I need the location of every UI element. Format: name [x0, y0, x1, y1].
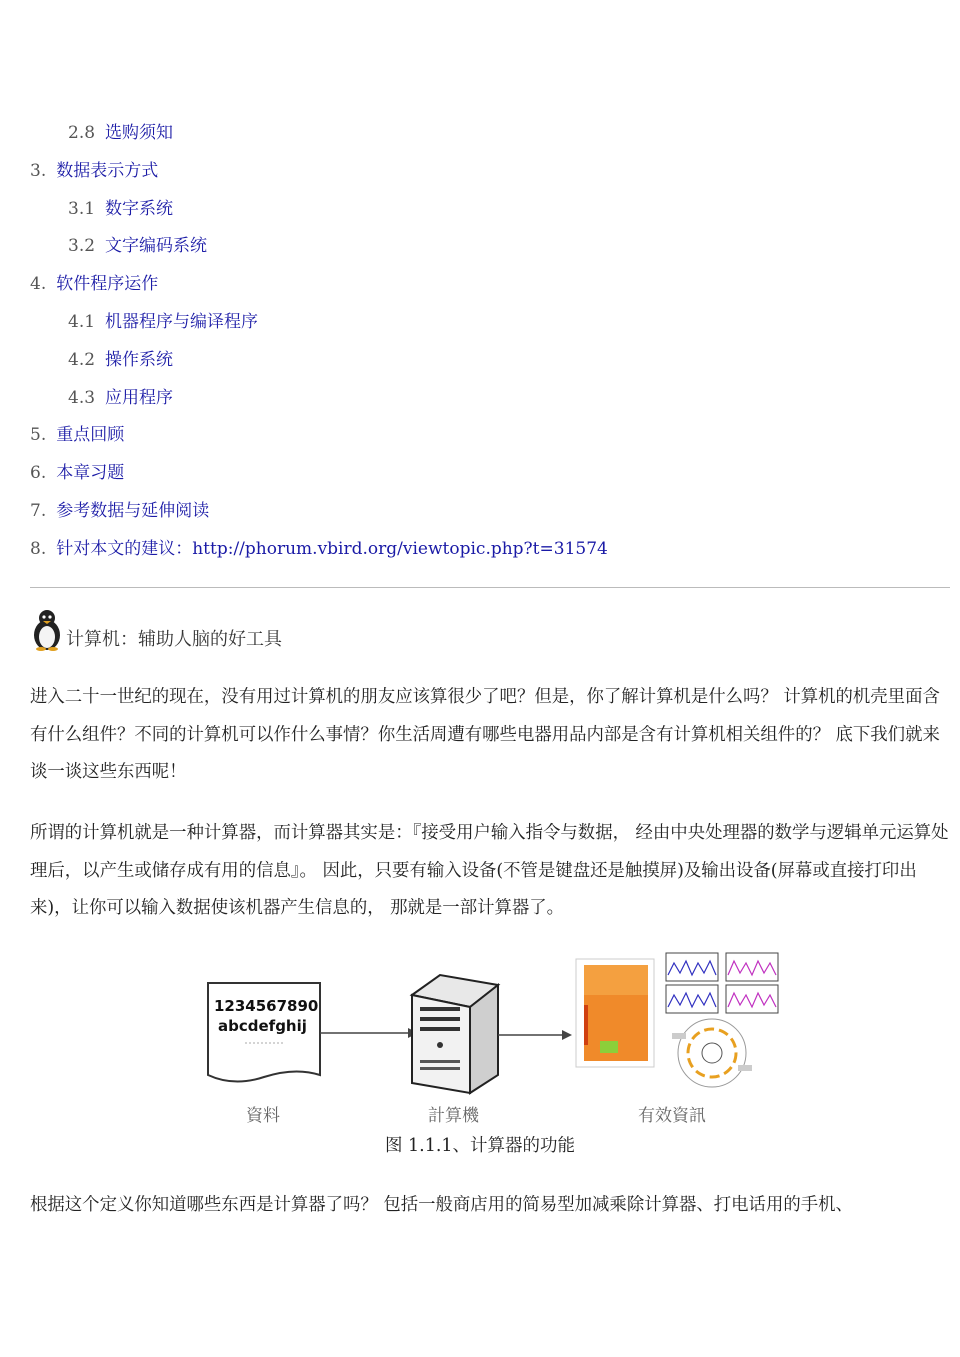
toc-item-number: 3.1	[68, 198, 96, 219]
toc-item-link[interactable]: 本章习题	[56, 463, 125, 484]
paragraph-intro: 进入二十一世纪的现在，没有用过计算机的朋友应该算很少了吧？但是，你了解计算机是什么吗？ 计算机的机壳里面含有什么组件？不同的计算机可以作什么事情？你生活周遭有哪些电器用品内部是含有计算机相关组件的？ 底下我们就来谈一谈这些东西呢！	[30, 687, 940, 782]
toc-item-number: 3.2	[68, 236, 96, 257]
toc-item[interactable]	[30, 531, 930, 569]
toc-item-link[interactable]: 数据表示方式	[56, 160, 159, 181]
toc-item-link[interactable]: 文字编码系统	[105, 236, 208, 257]
document-text-line1: 1234567890	[214, 997, 319, 1015]
toc-item-link[interactable]: 参考数据与延伸阅读	[56, 500, 210, 521]
toc-item[interactable]	[30, 380, 930, 418]
document-text-line2: abcdefghij	[218, 1017, 307, 1035]
toc-item-link[interactable]: 软件程序运作	[56, 274, 159, 295]
toc-item[interactable]	[30, 191, 930, 229]
toc-item[interactable]	[30, 493, 930, 531]
paragraph-examples: 根据这个定义你知道哪些东西是计算器了吗？ 包括一般商店用的简易型加减乘除计算器、打电话用的手机、	[30, 1195, 853, 1215]
paragraph-definition: 所谓的计算机就是一种计算器，而计算器其实是：『接受用户输入指令与数据， 经由中央处理器的数学与逻辑单元运算处理后，以产生或储存成有用的信息』。 因此，只要有输入设备(不管是键盘还是触摸屏)及输出设备(屏幕或直接打印出来)，让你可以输入数据使该机器产生信息的， 那就是一部计算器了。	[30, 823, 949, 918]
toc-item-number: 7.	[30, 500, 47, 521]
toc-item-link[interactable]: 应用程序	[105, 387, 174, 408]
toc-item-link[interactable]: 选购须知	[105, 123, 174, 143]
cycle-diagram-icon	[672, 1019, 752, 1087]
toc-item-number: 6.	[30, 463, 47, 484]
toc-item-number: 5.	[30, 425, 47, 446]
toc-item-link[interactable]: 针对本文的建议：http://phorum.vbird.org/viewtopic.php?t=31574	[56, 538, 608, 559]
toc-item-number: 3.	[30, 160, 47, 181]
toc-item-link[interactable]: 数字系统	[105, 198, 174, 219]
table-of-contents	[30, 115, 930, 569]
toc-item[interactable]	[30, 417, 930, 455]
figure-computer-function	[200, 945, 790, 1145]
label-info: 有效資訊	[638, 1106, 706, 1126]
toc-item[interactable]	[30, 342, 930, 380]
toc-item-number: 2.8	[68, 123, 96, 143]
toc-item[interactable]	[30, 153, 930, 191]
heatmap-thumbnail-icon	[576, 959, 654, 1067]
section-heading	[30, 607, 282, 651]
toc-item[interactable]	[30, 266, 930, 304]
toc-item[interactable]	[30, 228, 930, 266]
toc-item-number: 4.	[30, 274, 47, 295]
figure-diagram	[200, 945, 790, 1105]
server-icon	[412, 975, 498, 1093]
toc-item-link[interactable]: 重点回顾	[56, 425, 125, 446]
toc-item-number: 4.3	[68, 387, 96, 408]
toc-item-link[interactable]: 机器程序与编译程序	[105, 311, 259, 332]
toc-item-number: 4.2	[68, 349, 96, 370]
toc-item-number: 8.	[30, 538, 47, 559]
label-data: 資料	[246, 1106, 280, 1126]
toc-item-number: 4.1	[68, 311, 96, 332]
divider	[30, 587, 950, 588]
label-computer: 計算機	[428, 1106, 479, 1126]
line-chart-thumbnails-icon	[666, 953, 778, 1013]
toc-item[interactable]	[30, 115, 930, 153]
section-heading-text: 计算机：辅助人脑的好工具	[66, 629, 282, 650]
toc-item[interactable]	[30, 455, 930, 493]
toc-item[interactable]	[30, 304, 930, 342]
penguin-icon	[30, 609, 64, 651]
figure-caption: 图 1.1.1、计算器的功能	[384, 1136, 576, 1156]
toc-item-link[interactable]: 操作系统	[105, 349, 174, 370]
